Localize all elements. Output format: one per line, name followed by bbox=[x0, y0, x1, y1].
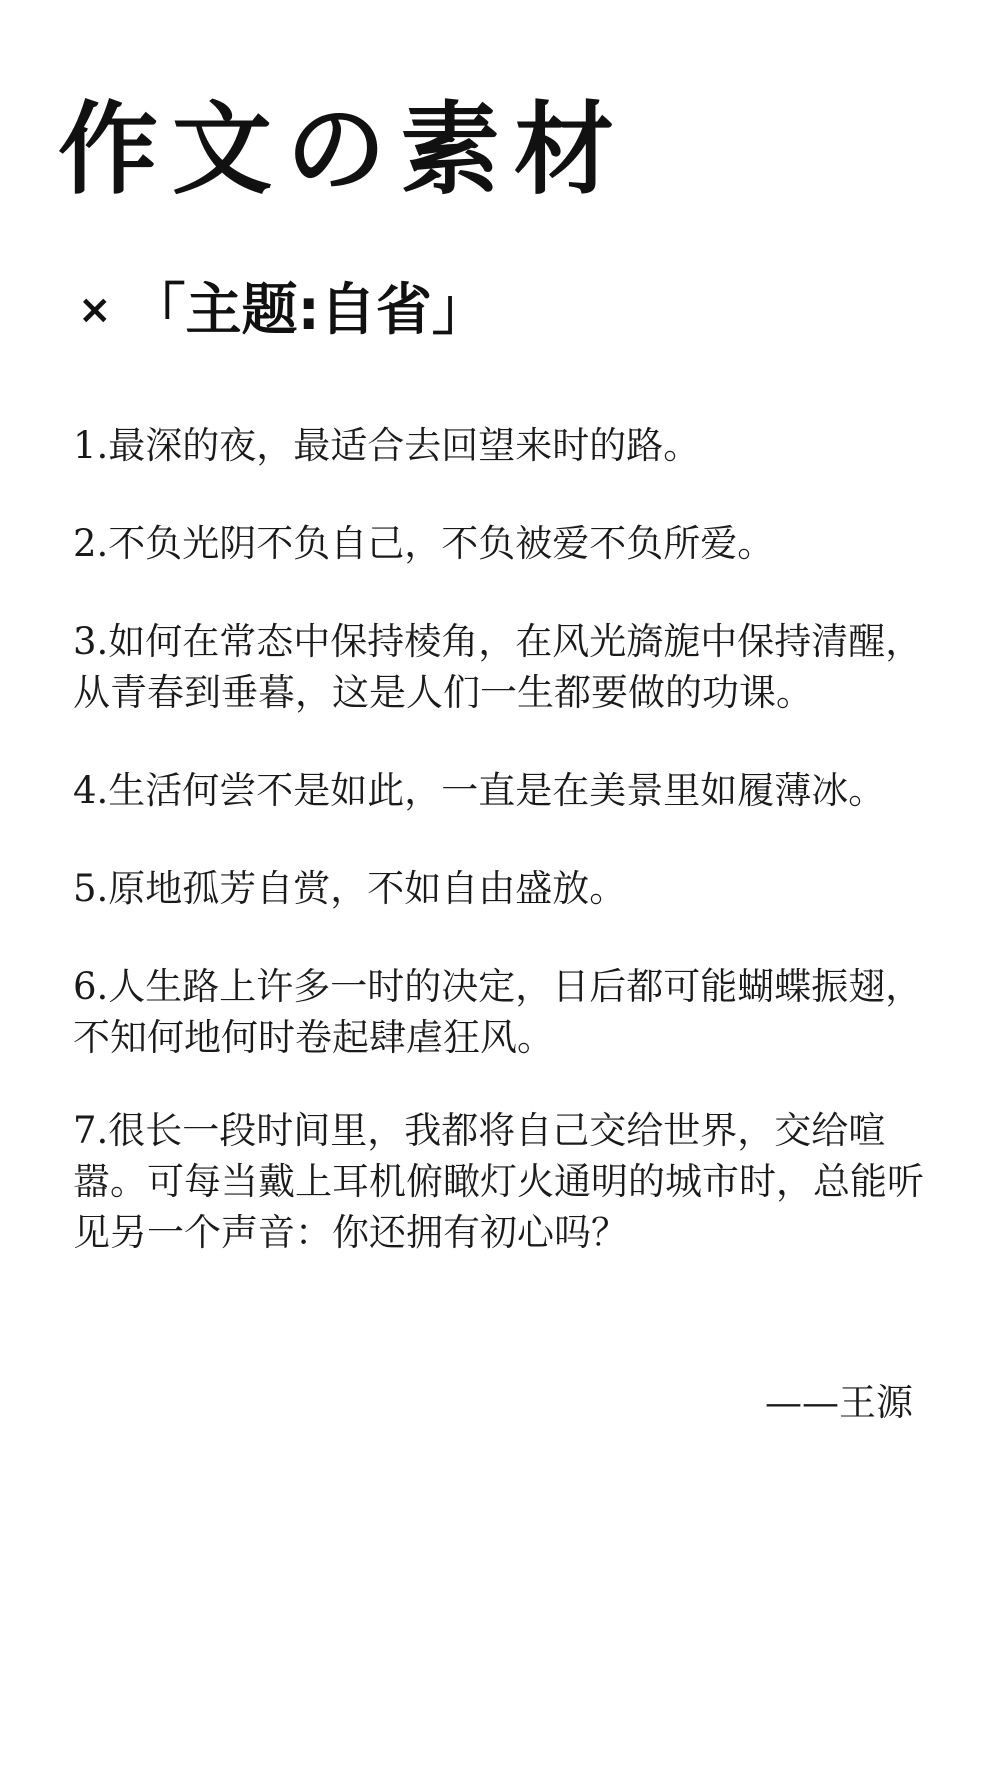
theme-heading bbox=[78, 275, 488, 346]
quote-item-3: 3.如何在常态中保持棱角，在风光旖旎中保持清醒，从青春到垂暮，这是人们一生都要做的功课。 bbox=[73, 620, 923, 714]
quote-item-7: 7.很长一段时间里，我都将自己交给世界，交给喧嚣。可每当戴上耳机俯瞰灯火通明的城市时，总能听见另一个声音：你还拥有初心吗？ bbox=[73, 1109, 924, 1254]
theme-label: 「主题:自省」 bbox=[129, 278, 488, 343]
quote-item-2: 2.不负光阴不负自己，不负被爱不负所爱。 bbox=[73, 522, 775, 565]
quote-list bbox=[73, 420, 933, 1258]
author-signature: ——王源 bbox=[765, 1381, 913, 1424]
quote-item-4: 4.生活何尝不是如此，一直是在美景里如履薄冰。 bbox=[73, 769, 886, 812]
cross-mark-icon: × bbox=[78, 287, 112, 333]
page-title: 作文の素材 bbox=[58, 90, 628, 208]
quote-item-5: 5.原地孤芳自赏，不如自由盛放。 bbox=[73, 867, 627, 910]
quote-item-6: 6.人生路上许多一时的决定，日后都可能蝴蝶振翅，不知何地何时卷起肆虐狂风。 bbox=[73, 965, 923, 1059]
quote-item-1: 1.最深的夜，最适合去回望来时的路。 bbox=[73, 424, 701, 467]
